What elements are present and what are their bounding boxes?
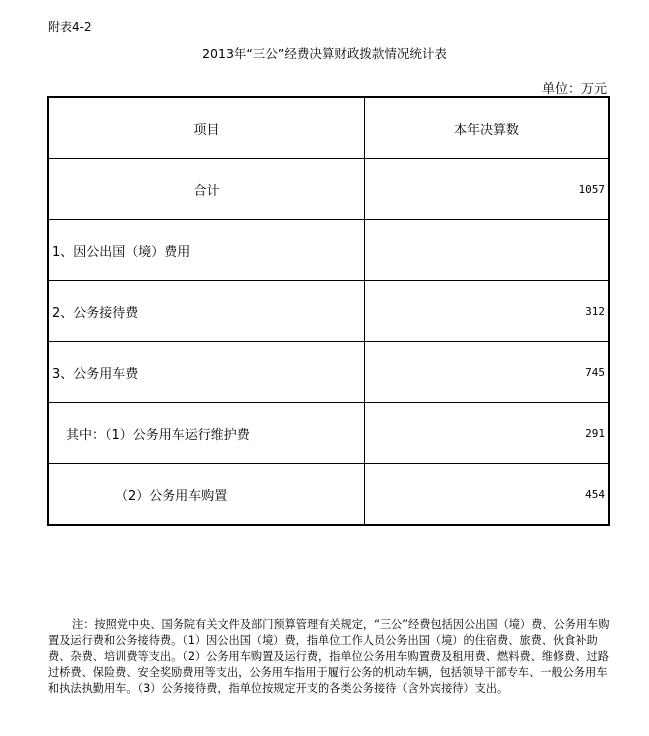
row-item: 合计 — [48, 159, 364, 220]
row-value: 291 — [364, 403, 609, 464]
row-item: 3、公务用车费 — [48, 342, 364, 403]
table-row — [48, 464, 609, 526]
table-row — [48, 342, 609, 403]
row-item: 1、因公出国（境）费用 — [48, 220, 364, 281]
header-item: 项目 — [48, 97, 364, 159]
row-value: 745 — [364, 342, 609, 403]
table-header-row — [48, 97, 609, 159]
page-title: 2013年“三公”经费决算财政拨款情况统计表 — [202, 46, 447, 61]
table-row — [48, 403, 609, 464]
row-item: 2、公务接待费 — [48, 281, 364, 342]
footnote: 注：按照党中央、国务院有关文件及部门预算管理有关规定，“三公”经费包括因公出国（境）费、公务用车购置及运行费和公务接待费。（1）因公出国（境）费，指单位工作人员公务出国（境）的住宿费、旅费、伙食补助费、杂费、培训费等支出。（2）公务用车购置及运行费，指单位公务用车购置费及租用费、燃料费、维修费、过路过桥费、保险费、安全奖励费用等支出，公务用车指用于履行公务的机动车辆，包括领导干部专车、一般公务用车和执法执勤用车。（3）公务接待费，指单位按规定开支的各类公务接待（含外宾接待）支出。 — [48, 618, 610, 695]
table-row — [48, 281, 609, 342]
row-value — [364, 220, 609, 281]
row-value: 1057 — [364, 159, 609, 220]
unit-label: 单位：万元 — [541, 82, 607, 97]
table-row — [48, 220, 609, 281]
row-value: 312 — [364, 281, 609, 342]
row-value: 454 — [364, 464, 609, 526]
expense-table — [47, 96, 610, 526]
table-row — [48, 159, 609, 220]
row-item: （2）公务用车购置 — [48, 464, 364, 526]
table-label: 附表4-2 — [48, 20, 92, 34]
header-value: 本年决算数 — [364, 97, 609, 159]
row-item: 其中：（1）公务用车运行维护费 — [48, 403, 364, 464]
